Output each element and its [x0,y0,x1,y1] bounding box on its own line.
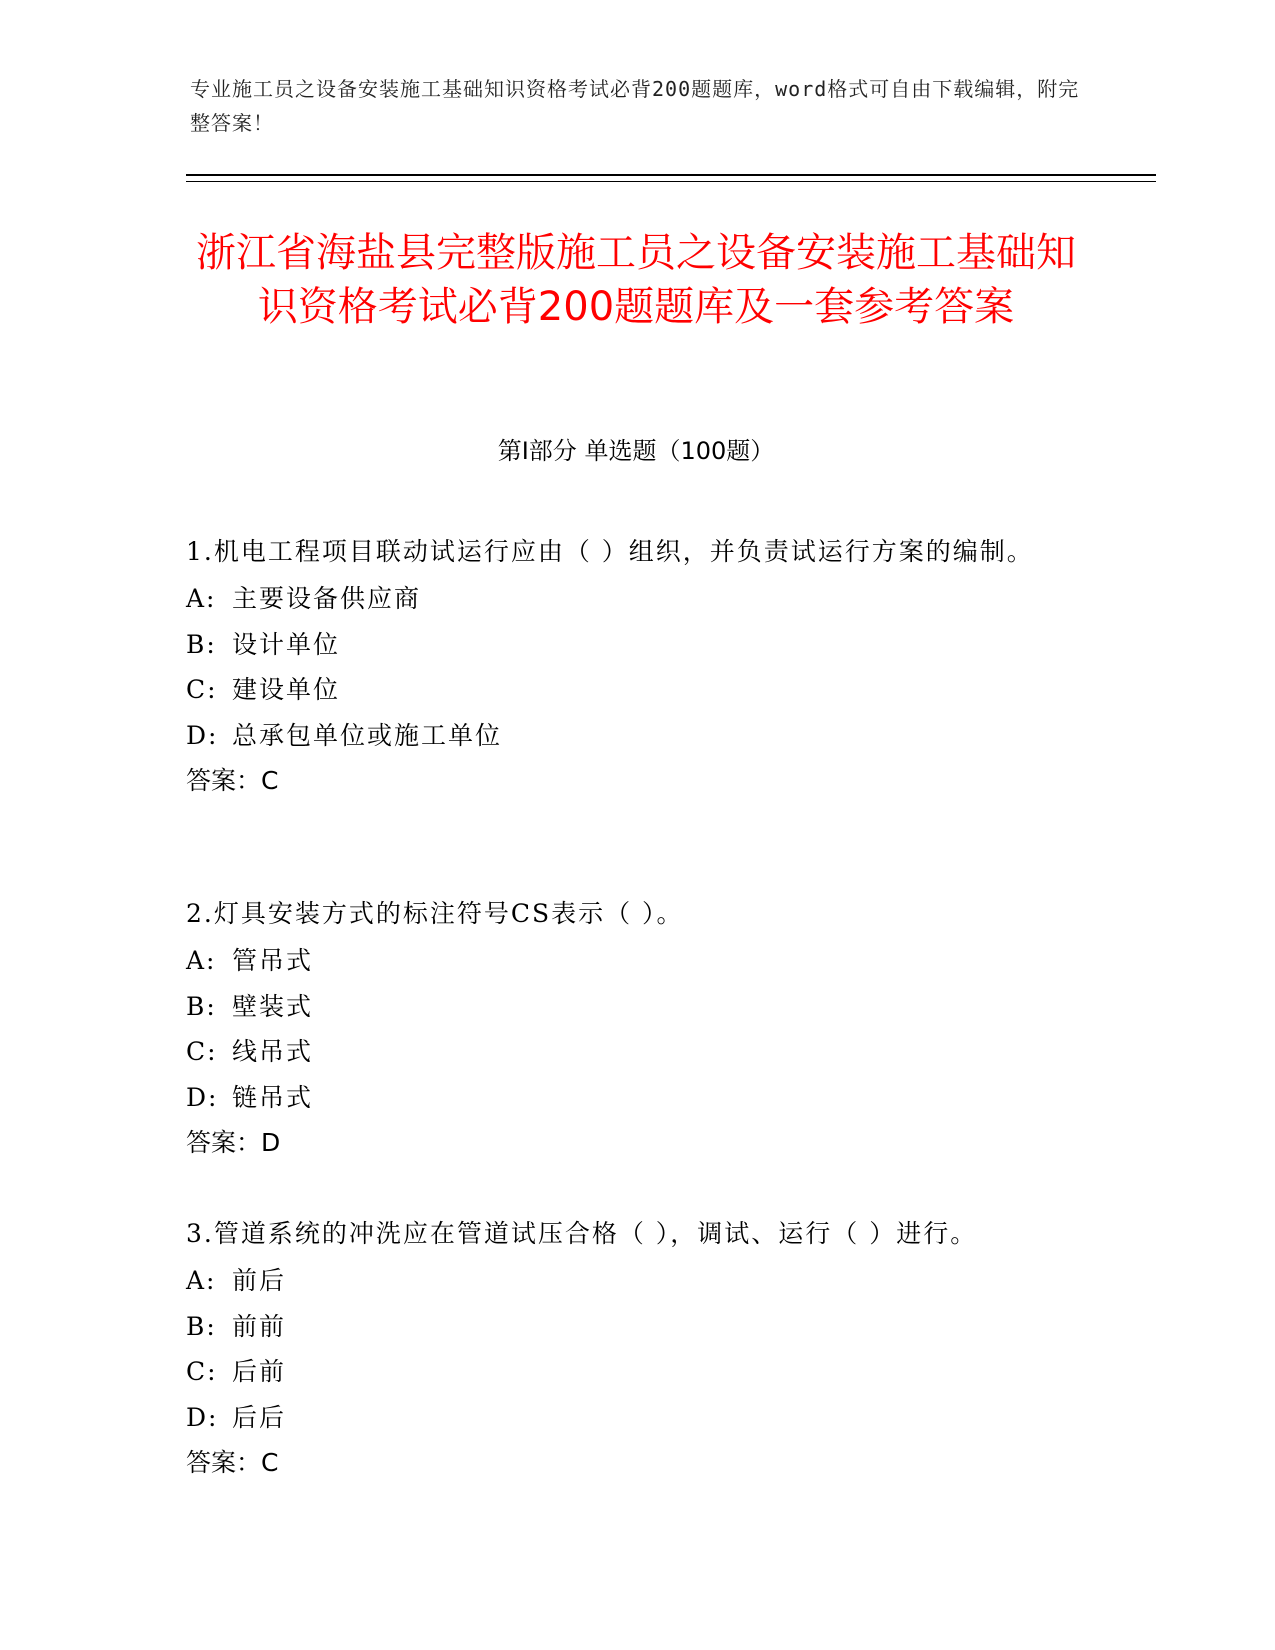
option-a [186,576,1086,622]
header-divider-thick [186,174,1156,176]
option-letter: D: [186,1402,219,1432]
option-text: 线吊式 [232,1037,314,1066]
answer-line: 答案：D [186,1128,281,1157]
option-text: 前后 [232,1266,287,1295]
question-2 [186,890,1086,1166]
option-letter: A: [186,584,217,613]
question-stem: 2.灯具安装方式的标注符号CS表示（ ）。 [186,899,684,928]
document-title: 浙江省海盐县完整版施工员之设备安装施工基础知识资格考试必背200题题库及一套参考答案 [196,230,1076,330]
option-b [186,1304,1086,1350]
option-b [186,984,1086,1030]
option-letter: C: [186,1357,218,1386]
option-text: 壁装式 [232,991,314,1021]
option-text: 链吊式 [232,1082,314,1112]
option-letter: A: [186,1266,217,1295]
option-a [186,938,1086,984]
option-d [186,1075,1086,1121]
option-letter: C: [186,1037,218,1066]
answer-line: 答案：C [186,766,279,795]
option-b [186,622,1086,668]
option-letter: D: [186,720,219,750]
option-text: 设计单位 [232,629,341,659]
option-letter: A: [186,946,217,975]
option-c [186,1349,1086,1395]
section-heading: 第Ⅰ部分 单选题（100题） [497,437,775,465]
option-text: 前前 [232,1311,287,1341]
option-letter: D: [186,1082,219,1112]
option-c [186,1029,1086,1075]
option-a [186,1258,1086,1304]
header-note: 专业施工员之设备安装施工基础知识资格考试必背200题题库，word格式可自由下载编辑，附完整答案！ [190,77,1080,135]
option-c [186,667,1086,713]
option-text: 管吊式 [232,946,314,975]
option-text: 后前 [232,1357,287,1386]
question-stem: 3.管道系统的冲洗应在管道试压合格（ ），调试、运行（ ）进行。 [186,1219,978,1248]
option-d [186,713,1086,759]
answer-line: 答案：C [186,1448,279,1477]
option-letter: C: [186,675,218,704]
question-1 [186,528,1086,804]
option-text: 后后 [232,1402,287,1432]
option-d [186,1395,1086,1441]
option-letter: B: [186,991,217,1021]
question-stem: 1.机电工程项目联动试运行应由（ ）组织，并负责试运行方案的编制。 [186,537,1034,566]
option-text: 主要设备供应商 [232,584,422,613]
header-divider-thin [186,181,1156,182]
question-3 [186,1210,1086,1486]
option-text: 总承包单位或施工单位 [232,720,503,750]
option-letter: B: [186,629,217,659]
option-letter: B: [186,1311,217,1341]
option-text: 建设单位 [232,675,341,704]
